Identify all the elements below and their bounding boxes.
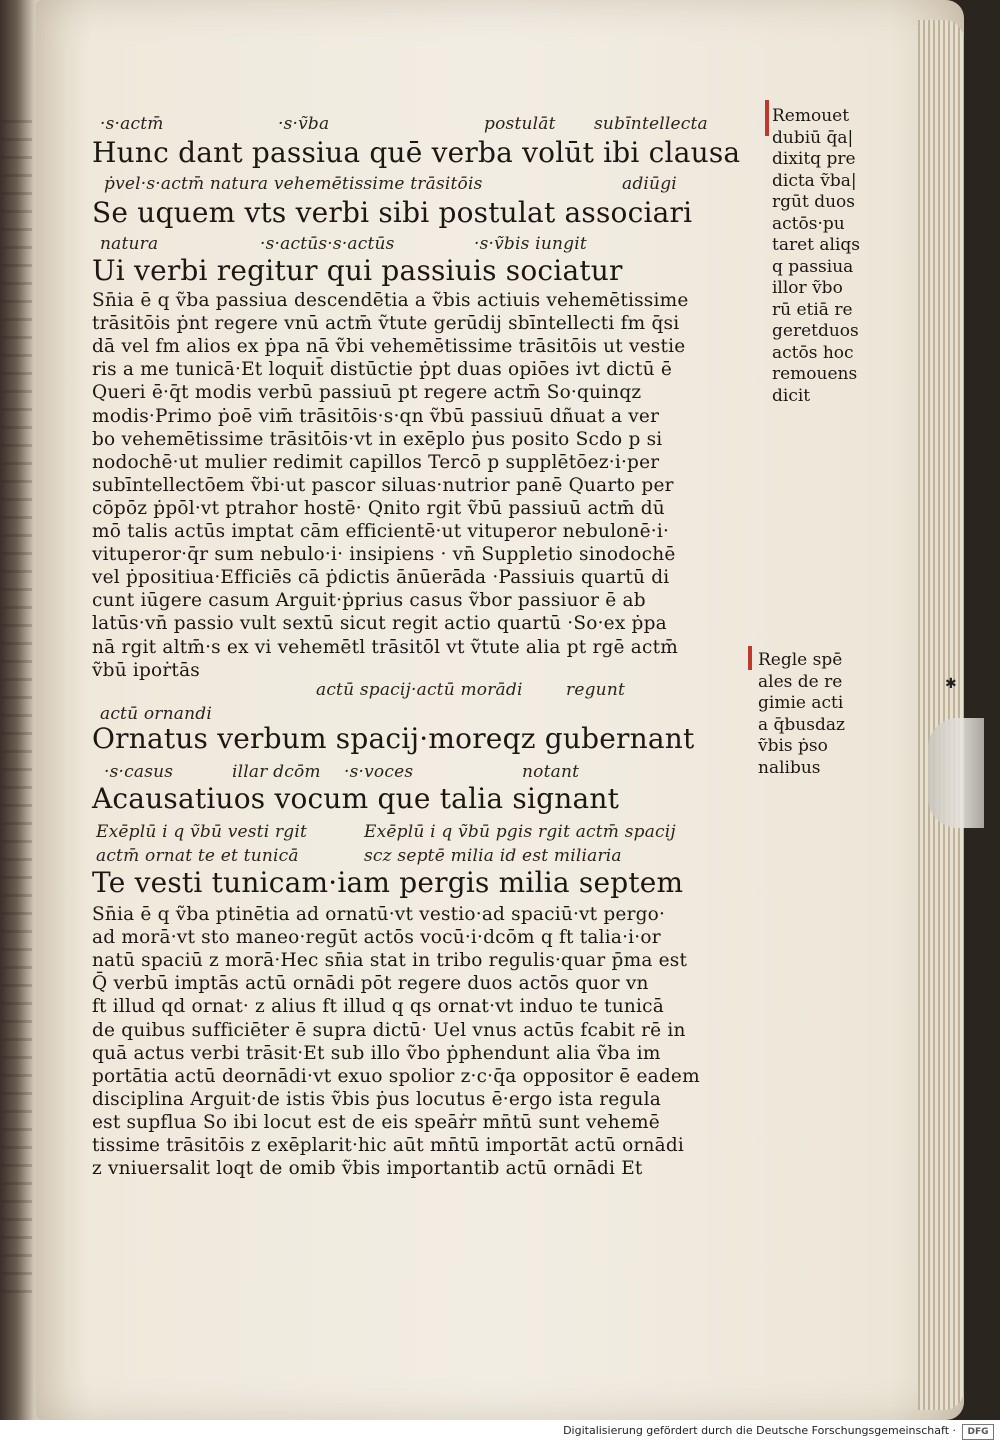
margin-note-line: q passiua <box>772 256 854 277</box>
ink-blot: ✱ <box>945 676 957 692</box>
margin-note-line: dubiū q̄a| <box>772 127 854 148</box>
interlinear-gloss: ·s·actūs·s·actūs <box>260 234 395 254</box>
margin-note-line: dixitq pre <box>772 149 856 169</box>
commentary-line: portātia actū deornādi·vt exuo spolior z·c·q̄a oppositor ē eadem <box>92 1065 700 1087</box>
margin-note-1 <box>772 106 860 407</box>
interlinear-gloss: ·s·actm̄ <box>100 114 164 134</box>
verse-line: Ornatus verbum spacij·moreqz gubernant <box>92 722 695 755</box>
commentary-line: de quibus sufficiēter ē supra dictū· Uel vnus actūs fcabit rē in <box>92 1019 686 1041</box>
margin-note-line: actōs hoc <box>772 342 854 363</box>
interlinear-gloss: illar dcōm <box>232 762 321 782</box>
interlinear-gloss: postulāt <box>484 114 556 134</box>
commentary-line: trāsitōis ṗnt regere vnū actm̄ ṽtute gerūdij sbīntellecti fm q̄si <box>92 313 680 335</box>
verse-line: Se uquem vts verbi sibi postulat associari <box>92 196 693 229</box>
commentary-line: dā vel fm alios ex ṗpa nā ṽbi vehemētissime trāsitōis ut vestie <box>92 336 686 358</box>
margin-note-line: dicit <box>772 385 811 406</box>
margin-note-line: actōs·pu <box>772 213 845 234</box>
commentary-line: vituperor·q̄r sum nebulo·i· insipiens · vn̄ Suppletio sinodochē <box>92 544 676 566</box>
verse-line: Hunc dant passiua quē verba volūt ibi clausa <box>92 136 741 169</box>
interlinear-gloss: ·s·ṽbis iungit <box>474 234 587 254</box>
commentary-line: ṽbū ipoṙtās <box>92 659 200 681</box>
rubric-mark <box>748 646 752 670</box>
digitization-footer <box>0 1420 1000 1443</box>
verse-line: Acausatiuos vocum que talia signant <box>92 782 620 815</box>
interlinear-gloss: subīntellecta <box>594 114 708 134</box>
commentary-line: cōpōz ṗpōl·vt ptrahor hostē· Qnito rgit ṽbū passiuū actm̄ dū <box>92 497 665 519</box>
margin-note-line: nalibus <box>758 757 821 778</box>
rubric-mark <box>765 100 769 136</box>
margin-note-line: gimie acti <box>758 693 844 713</box>
commentary-line: ad morā·vt sto maneo·regūt actōs vocū·i·dcōm q ft talia·i·or <box>92 927 661 949</box>
interlinear-gloss: actū ornandi <box>100 704 212 724</box>
interlinear-gloss: ṗvel·s·actm̄ natura vehemētissime trāsitōis <box>104 174 483 194</box>
interlinear-gloss: ·s·casus <box>104 762 174 782</box>
commentary-line: tissime trāsitōis z exēplarit·hic aūt mn̄tū importāt actū ornādi <box>92 1135 685 1156</box>
margin-note-line: geretduos <box>772 321 859 341</box>
interlinear-gloss: Exēplū i q ṽbū pgis rgit actm̄ spacij <box>364 822 676 842</box>
commentary-line: modis·Primo ṗoē vim̄ trāsitōis·s·qn ṽbū passiuū dñuat a ver <box>92 405 660 427</box>
commentary-line: ft illud qd ornat· z alius ft illud q qs ornat·vt induo te tunicā <box>92 996 664 1018</box>
commentary-line: latūs·vn̄ passio vult sextū sicut regit actio quartū ·So·ex ṗpa <box>92 613 667 635</box>
margin-note-line: ales de re <box>758 671 843 692</box>
margin-note-line: taret aliqs <box>772 235 861 255</box>
margin-note-line: illor ṽbo <box>772 278 843 298</box>
interlinear-gloss: notant <box>522 762 580 782</box>
margin-note-line: dicta ṽba| <box>772 170 857 191</box>
commentary-line: bo vehemētissime trāsitōis·vt in exēplo ṗus posito Scdo p si <box>92 428 663 450</box>
commentary-line: subīntellectōem ṽbi·ut pascor siluas·nutrior panē Quarto per <box>92 474 674 496</box>
commentary-line: nodochē·ut mulier redimit capillos Tercō p supplētōez·i·per <box>92 451 660 473</box>
commentary-line: quā actus verbi trāsit·Et sub illo ṽbo ṗphendunt alia ṽba im <box>92 1042 661 1064</box>
interlinear-gloss: actū spacij·actū morādi <box>316 680 523 700</box>
dfg-logo: DFG <box>962 1424 994 1440</box>
margin-note-line: remouens <box>772 364 858 384</box>
interlinear-gloss: ·s·ṽba <box>278 114 330 134</box>
commentary-line: disciplina Arguit·de istis ṽbis ṗus locutus ē·ergo ista regula <box>92 1088 661 1110</box>
commentary-line: vel ṗpositiua·Efficiēs cā ṗdictis ānūerāda ·Passiuis quartū di <box>92 567 670 589</box>
commentary-line: Sn̄ia ē q ṽba passiua descendētia a ṽbis actiuis vehemētissime <box>92 290 689 311</box>
commentary-line: cunt iūgere casum Arguit·ṗprius casus ṽbor passiuor ē ab <box>92 590 646 612</box>
commentary-line: z vniuersalit loqt de omib ṽbis importantib actū ornādi Et <box>92 1158 643 1180</box>
footer-credit: Digitalisierung gefördert durch die Deutsche Forschungsgemeinschaft · <box>563 1424 956 1437</box>
commentary-line: nā rgit altm̄·s ex vi vehemētl trāsitōl vt ṽtute alia pt rgē actm̄ <box>92 636 678 658</box>
commentary-line: Sn̄ia ē q ṽba ptinētia ad ornatū·vt vestio·ad spaciū·vt pergo· <box>92 904 666 925</box>
interlinear-gloss: scz septē milia id est miliaria <box>364 846 622 866</box>
interlinear-gloss: regunt <box>566 680 625 700</box>
margin-note-line: ṽbis ṗso <box>758 736 828 756</box>
margin-note-2 <box>758 650 845 779</box>
interlinear-gloss: adiūgi <box>622 174 677 194</box>
verse-line: Te vesti tunicam·iam pergis milia septem <box>92 866 684 899</box>
page-clip <box>928 718 984 828</box>
commentary-line: ris a me tunicā·Et loquit̄ distūctie ṗpt duas opiōes ivt dictū ē <box>92 359 672 381</box>
verse-line: Ui verbi regitur qui passiuis sociatur <box>92 254 623 287</box>
margin-note-line: rgūt duos <box>772 192 855 212</box>
commentary-line: Q̄ verbū imptās actū ornādi pōt regere duos actōs quor vn <box>92 973 649 995</box>
interlinear-gloss: ·s·voces <box>344 762 414 782</box>
margin-note-line: a q̄busdaz <box>758 714 845 735</box>
margin-note-line: rū etiā re <box>772 299 853 320</box>
margin-note-line: Regle spē <box>758 650 843 670</box>
margin-note-line: Remouet <box>772 106 850 126</box>
commentary-line: natū spaciū z morā·Hec sn̄ia stat in tribo regulis·quar p̄ma est <box>92 950 688 972</box>
commentary-line: Queri ē·q̄t modis verbū passiuū pt regere actm̄ So·quinqz <box>92 382 642 404</box>
interlinear-gloss: Exēplū i q ṽbū vesti rgit <box>96 822 308 842</box>
interlinear-gloss: natura <box>100 234 159 254</box>
interlinear-gloss: actm̄ ornat te et tunicā <box>96 846 299 866</box>
commentary-line: mō talis actūs imptat cām efficientē·ut vituperor nebulonē·i· <box>92 521 670 542</box>
facing-page-text <box>2 120 32 1300</box>
page-fore-edge <box>918 20 964 1410</box>
commentary-line: est supflua So ibi locut est de eis speāṙr mn̄tū sunt vehemē <box>92 1111 660 1133</box>
